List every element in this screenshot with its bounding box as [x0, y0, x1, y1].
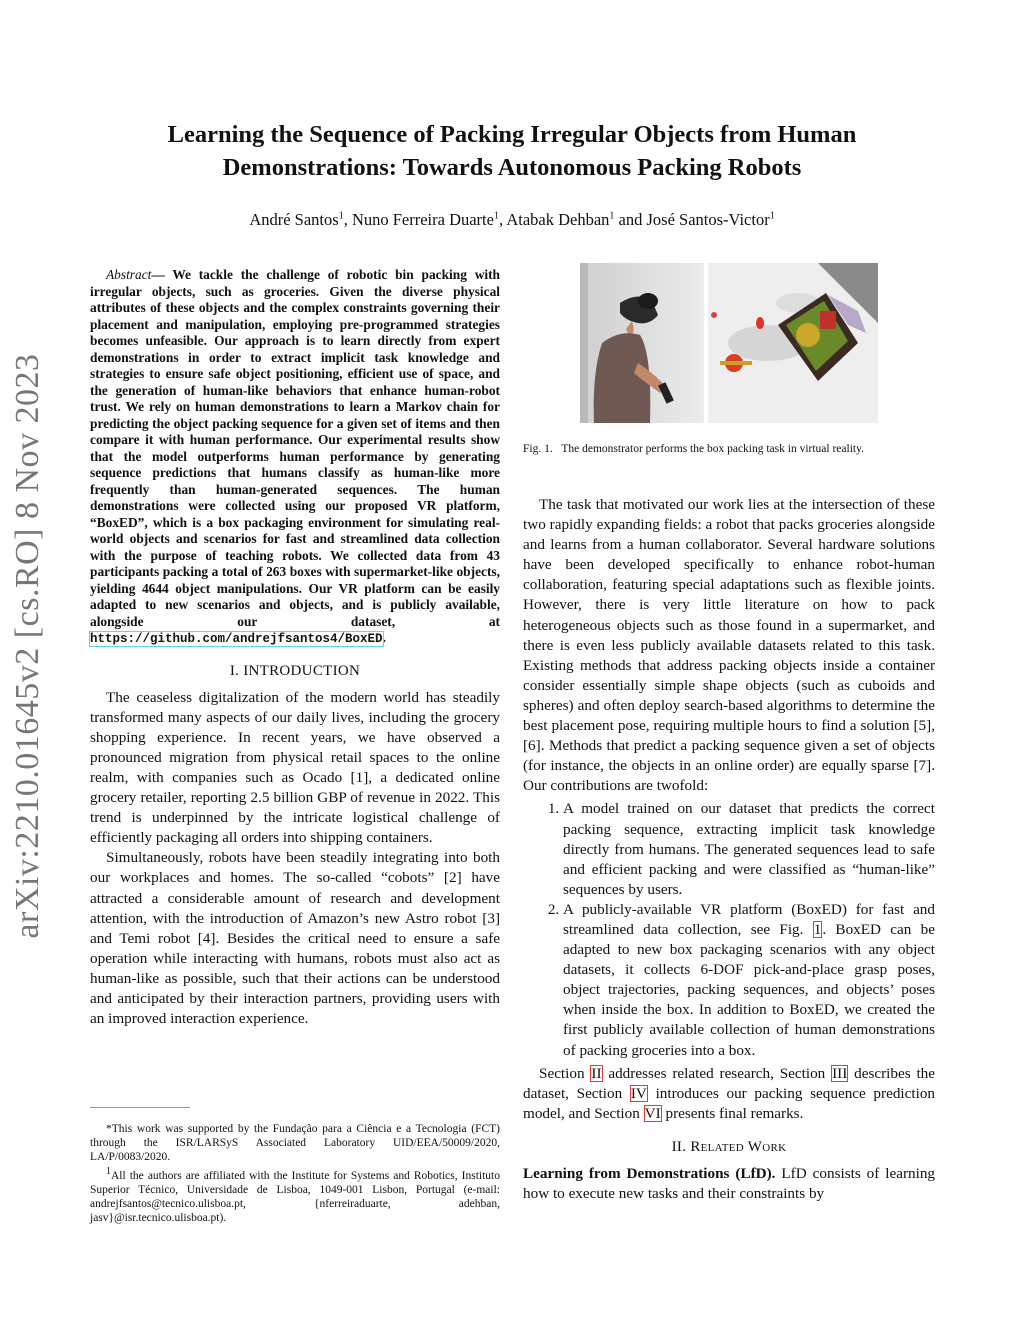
author-separator: , — [343, 210, 352, 229]
figure-1 — [580, 263, 878, 423]
sections-overview-paragraph — [523, 1064, 935, 1124]
vr-scene-render — [708, 263, 878, 423]
text: describes the dataset, Section — [523, 1064, 936, 1102]
author-list — [90, 210, 934, 230]
text: presents final remarks. — [665, 1104, 804, 1122]
section-number: II. — [671, 1138, 687, 1155]
caption-text: The demonstrator performs the box packing task in virtual reality. — [561, 443, 864, 455]
text: introduces our packing sequence prediction model, and Section — [523, 1084, 936, 1122]
left-column — [90, 267, 500, 1029]
title-line-1: Learning the Sequence of Packing Irregular Objects from Human — [167, 121, 857, 148]
author-name: Nuno Ferreira Duarte — [351, 210, 494, 229]
right-column — [523, 495, 935, 1204]
contribution-item — [563, 900, 935, 1061]
intro-paragraph-2: Simultaneously, robots have been steadily integrating into both our workplaces and homes. The so-called “cobots” [2] have attracted a considerable amount of research and development attention, with the introduction of Amazon’s new Astro robot [3] and Temi robot [4]. Besides the critical need to ensure a safe operation while interacting with humans, robots must also act as human-like as possible, such that their actions can be understood and anticipated by their interaction partners, providing users with an improved interaction experience. — [90, 849, 500, 1028]
contribution-text: A publicly-available VR platform (BoxED) for fast and streamlined data collection, see Fig. — [563, 900, 935, 938]
author-name: Atabak Dehban — [506, 210, 610, 229]
intro-paragraph-1: The ceaseless digitalization of the modern world has steadily transformed many aspects of our daily lives, including the grocery shopping experience. In recent years, we have observed a pronounced migration from physical retail spaces to the online realm, with companies such as Ocado [1], a dedicated online grocery retailer, reporting 2.5 billion GBP of revenue in 2022. This trend is underpinned by the intricate logistical challenge of efficiently packaging all orders into shipping containers. — [90, 688, 500, 847]
vr-user-photo — [580, 263, 704, 423]
abstract-text: — We tackle the challenge of robotic bin packing with irregular objects, such as groceries. Given the diverse physical attributes of these objects and the complex constraints governing their placement and manipulation, employing pre-programmed strategies becomes unfeasible. Our approach is to learn directly from expert demonstrations in order to extract implicit task knowledge and strategies to ensure safe object positioning, efficient use of space, and the generation of human-like behaviors that enhance human-robot trust. We rely on human demonstrations to learn a Markov chain for predicting the object packing sequence for a given set of items and then compare it with human performance. Our experimental results show that the model outperforms human performance by generating sequence predictions that humans classify as human-like more frequently than human-generated sequences. The human demonstrations were collected using our proposed VR platform, “BoxED”, which is a box packaging environment for simulating real-world objects and scenarios for fast and streamlined data collection with the purpose of teaching robots. We collected data from 43 participants packing a total of 263 boxes with supermarket-like objects, yielding 4644 object manipulations. Our VR platform can be easily adapted to new scenarios and objects, and is publicly available, alongside our dataset, at — [90, 267, 500, 629]
footnote-funding: *This work was supported by the Fundação para a Ciência e a Tecnologia (FCT) through the ISR/LARSyS Associated Laboratory UID/EEA/50009/2020, LA/P/0083/2020. — [90, 1123, 500, 1164]
contribution-item: 1. A model trained on our dataset that predicts the correct packing sequence, extracting implicit task knowledge directly from humans. The generated sequences lead to safe and efficient packing and were classified as “human-like” sequences by users. — [563, 799, 935, 899]
lfd-heading: Learning from Demonstrations (LfD). — [523, 1165, 776, 1182]
author-name: André Santos — [249, 210, 339, 229]
abstract: Abstract— We tackle the challenge of robotic bin packing with irregular objects, such as groceries. Given the diverse physical attributes of these objects and the complex constraints governing their placement and manipulation, employing pre-programmed strategies becomes unfeasible. Our approach is to learn directly from expert demonstrations in order to extract implicit task knowledge and strategies to ensure safe object positioning, efficient use of space, and the generation of human-like behaviors that enhance human-robot trust. We rely on human demonstrations to learn a Markov chain for predicting the object packing sequence for a given set of items and then compare it with human performance. Our experimental results show that the model outperforms human performance by generating sequence predictions that humans classify as human-like more frequently than human-generated sequences. The human demonstrations were collected using our proposed VR platform, “BoxED”, which is a box packaging environment for simulating real-world objects and scenarios for fast and streamlined data collection with the purpose of teaching robots. We collected data from 43 participants packing a total of 263 boxes with supermarket-like objects, yielding 4644 object manipulations. Our VR platform can be easily adapted to new scenarios and objects, and is publicly available, alongside our dataset, at https://github.com/andrejfsantos4/BoxED. — [90, 267, 500, 646]
motivation-paragraph: The task that motivated our work lies at the intersection of these two rapidly expanding fields: a robot that packs groceries alongside and learns from a human collaborator. Several hardware solutions have been developed specifically to enhance robot-human collaboration, featuring special adaptations such as flexible joints. However, there is very little literature on how to pack heterogeneous objects such as those found in a supermarket, and there is even less publicly available datasets related to this task. Existing methods that address packing objects inside a container consider essentially simple shape objects (such as cuboids and spheres) and often deploy search-based algorithms to determine the best placement pose, requiring multiple hours to find a solution [5], [6]. Methods that predict a packing sequence given a set of objects (for instance, the objects in an online order) are equally sparse [7]. Our contributions are twofold: — [523, 496, 935, 795]
author-affiliation: 1 — [493, 210, 499, 222]
caption-label: Fig. 1. — [523, 443, 553, 455]
figure-reference-link[interactable]: 1 — [813, 920, 822, 938]
text: Section — [539, 1064, 585, 1082]
section-title: Related Work — [690, 1138, 787, 1155]
footnote-affiliation-text: All the authors are affiliated with the Institute for Systems and Robotics, Instituto Superior Técnico, Universidade de Lisboa, 1049-001 Lisbon, Portugal (e-mail: andrejfsantos@tecnico.ulisboa.pt, {nferreiraduarte, adehban, jasv}@isr.tecnico.ulisboa.pt). — [90, 1169, 500, 1225]
abstract-label: Abstract — [106, 267, 152, 282]
footnotes — [90, 1122, 500, 1225]
author-separator: and — [614, 210, 647, 229]
footnote-affiliation — [90, 1165, 500, 1226]
arxiv-identifier: arXiv:2210.01645v2 [cs.RO] 8 Nov 2023 — [9, 353, 46, 939]
author-affiliation: 1 — [769, 210, 775, 222]
author-name: José Santos-Victor — [646, 210, 770, 229]
section-ref-link[interactable]: IV — [630, 1084, 647, 1102]
section-ref-link[interactable]: III — [832, 1064, 848, 1082]
contribution-text: . BoxED can be adapted to new box packaging scenarios with any object datasets, it collects 6-DOF pick-and-place grasp poses, object trajectories, packing sequences, and objects’ poses when inside the box. In addition to BoxED, we created the first publicly available collection of human demonstrations of packing groceries into a box. — [563, 920, 935, 1059]
lfd-text: LfD consists of learning how to execute new tasks and their constraints by — [523, 1165, 936, 1203]
figure-1-caption — [523, 442, 935, 457]
section-ref-link[interactable]: VI — [644, 1104, 661, 1122]
text: addresses related research, Section — [608, 1064, 826, 1082]
author-affiliation: 1 — [609, 210, 615, 222]
section-heading-introduction: I. INTRODUCTION — [229, 662, 361, 679]
dataset-link[interactable]: https://github.com/andrejfsantos4/BoxED — [90, 632, 383, 646]
author-affiliation: 1 — [338, 210, 344, 222]
section-heading-related-work — [523, 1137, 935, 1157]
paper-title — [90, 118, 934, 184]
lfd-paragraph — [523, 1164, 935, 1204]
contributions-list — [523, 799, 935, 1060]
footnote-divider — [90, 1107, 190, 1108]
footnote-mark: 1 — [106, 1165, 111, 1177]
author-separator: , — [498, 210, 507, 229]
title-line-2: Demonstrations: Towards Autonomous Packing Robots — [222, 154, 802, 181]
section-ref-link[interactable]: II — [591, 1064, 602, 1082]
